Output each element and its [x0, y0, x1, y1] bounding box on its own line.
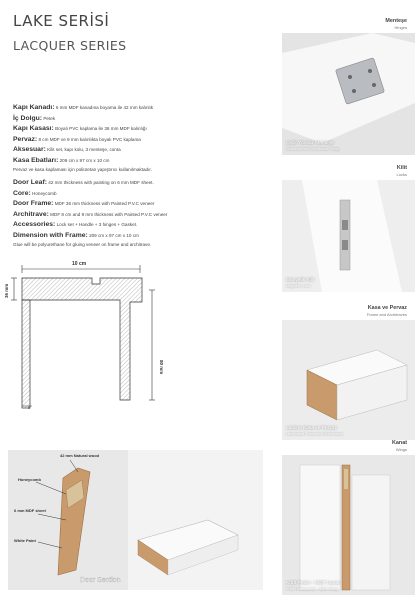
caption-en: Stainless Non Directional Hinge — [286, 147, 340, 152]
lock-photo — [282, 180, 415, 292]
spec-list — [13, 103, 265, 249]
depth-label: 80 mm — [159, 360, 164, 375]
spec-key: Door Frame: — [13, 200, 54, 208]
spec-key: Core: — [13, 189, 31, 197]
caption-en: Kraft Honeycomb + MDF Wing — [286, 587, 338, 592]
wing-icon — [300, 465, 340, 590]
thickness-label: 36 mm — [4, 283, 9, 298]
page-title: LAKE SERİSİ — [13, 12, 110, 30]
spec-value: MDF 36 mm thickness with Painted P.V.C veneer — [54, 201, 155, 207]
door-section-caption: Door Section — [80, 577, 121, 584]
spec-value: 8 cm MDF ve 9 mm kalınlıkta boyalı PVC kaplama — [38, 136, 141, 142]
label-mdf-sheet: 6 mm MDF sheet — [14, 508, 46, 513]
panel-heading: Menteşe — [385, 18, 407, 24]
spec-key: Door Leaf: — [13, 179, 47, 187]
spec-key: Kasa Ebatları: — [13, 156, 59, 164]
frame-cross-section-diagram — [0, 250, 265, 420]
spec-value: Lock set + Handle + 3 hinges + Gasket. — [56, 222, 138, 228]
hinge-photo — [282, 33, 415, 155]
caption-tr: Çelik Yönsüz Menteşe — [286, 140, 334, 146]
spec-value: 42 mm thickness with painting on 6 mm MDF sheet. — [48, 180, 154, 186]
spec-value: 209 cm x 97 cm x 10 cm — [59, 157, 110, 163]
panel-frame — [282, 305, 415, 440]
spec-value: Petek — [43, 115, 56, 121]
spec-row-en-5 — [13, 231, 265, 242]
spec-key: Kapı Kasası: — [13, 125, 54, 133]
panel-caption — [286, 278, 314, 289]
panel-heading: Kilit — [396, 165, 407, 171]
spec-key: Accessories: — [13, 221, 56, 229]
frame-photo — [282, 320, 415, 440]
spec-key: Pervaz: — [13, 135, 38, 143]
panel-subheading: Frame and Architraves — [366, 312, 407, 317]
spec-note-tr: Pervaz ve kasa kaplaması için poliüretan yapıştırıcı kullanılmaktadır. — [13, 167, 152, 173]
spec-value: Kilit set, kapı kolu, 3 menteşe, conta — [47, 147, 121, 153]
caption-tr: Manyetik Kilit — [286, 277, 315, 283]
label-white-paint: White Paint — [14, 538, 36, 543]
door-section-photo — [8, 450, 263, 590]
panel-subheading: Locks — [396, 172, 407, 177]
caption-tr: Kraft Petek + MDF Kanat — [286, 580, 340, 586]
spec-row-tr-1 — [13, 114, 265, 125]
spec-key: İç Dolgu: — [13, 114, 43, 122]
spec-value: Boyalı PVC kaplama ile 36 mm MDF kalınlığı — [55, 126, 147, 132]
spec-value: Honeycomb — [32, 190, 57, 196]
panel-wings — [282, 440, 415, 595]
spec-row-en-4 — [13, 220, 265, 231]
panel-caption — [286, 426, 343, 437]
frame-profile — [22, 278, 142, 400]
spec-value: 6 mm MDF kanadına boyama ile 42 mm kalınlık — [55, 105, 154, 110]
caption-en: Laminated Frame and Architraves — [286, 432, 343, 437]
spec-key: Kapı Kanadı: — [13, 104, 55, 111]
spec-row-tr-4 — [13, 145, 265, 156]
corner-label: g — [28, 404, 31, 409]
spec-row-tr-5 — [13, 156, 265, 167]
panel-subheading: Wings — [395, 447, 407, 452]
spec-row-en-1 — [13, 189, 265, 200]
label-natural-wood: 42 mm Natural wood — [60, 453, 100, 458]
spec-value: 209 cm x 97 cm x 10 cm — [89, 232, 139, 238]
spec-key: Dimension with Frame: — [13, 231, 88, 239]
spec-row-tr-3 — [13, 135, 265, 146]
spec-value: MDF 8 cm and 9 mm thickness with Painted P.V.C veneer — [50, 211, 168, 217]
lock-icon — [340, 200, 350, 270]
panel-caption — [286, 581, 339, 592]
panel-locks — [282, 165, 415, 292]
spec-row-tr-2 — [13, 124, 265, 135]
architrave-left — [22, 300, 30, 408]
spec-row-tr-0 — [13, 103, 265, 114]
panel-subheading: Hinges — [394, 25, 407, 30]
width-label: 10 cm — [72, 261, 87, 267]
caption-tr: Lamine Kasa ve Pervaz — [286, 425, 337, 431]
panel-hinges — [282, 18, 415, 155]
panel-heading: Kanat — [392, 440, 407, 446]
spec-key: Aksesuar: — [13, 146, 46, 154]
spec-row-en-0 — [13, 178, 265, 189]
spec-row-en-2 — [13, 199, 265, 210]
wing-photo — [282, 455, 415, 595]
label-honeycomb: Honeycomb — [18, 477, 41, 482]
spec-key: Architrave: — [13, 210, 49, 218]
panel-caption — [286, 141, 339, 152]
caption-en: Magnetic Lock — [286, 284, 311, 289]
spec-row-en-3 — [13, 210, 265, 221]
panel-heading: Kasa ve Pervaz — [367, 305, 407, 311]
page-subtitle: LACQUER SERIES — [13, 38, 127, 53]
spec-note-en: Glue will be polyurethane for gluing veneer on frame and architrave. — [13, 242, 152, 248]
